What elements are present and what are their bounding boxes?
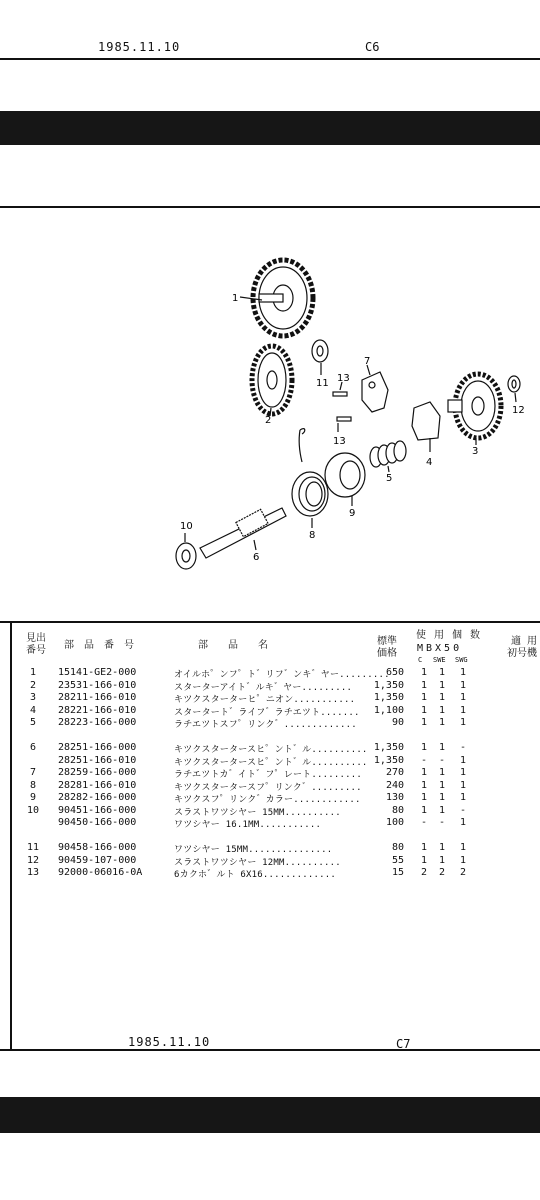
table-row — [0, 842, 540, 855]
col-header-part-name: 部 品 名 — [198, 640, 268, 651]
row-ref-no: 12 — [26, 854, 40, 866]
row-qty-swg: 1 — [459, 679, 467, 691]
row-qty-swg: 2 — [459, 867, 467, 878]
row-part-number: 90450-166-000 — [58, 817, 137, 828]
row-part-name: スターターアイト゛ルキ゛ヤー......... — [174, 682, 353, 693]
row-qty-swg: 1 — [459, 842, 467, 853]
row-qty-swe: 1 — [438, 717, 446, 728]
callout-label: 13 — [337, 373, 350, 384]
row-ref-no: 4 — [29, 704, 37, 716]
row-part-name: ワツシヤー 15MM............... — [174, 845, 333, 855]
row-qty-swg: 1 — [459, 704, 467, 716]
row-part-number: 28281-166-010 — [58, 779, 137, 791]
row-qty-swe: 1 — [438, 679, 446, 691]
callout-label: 1 — [232, 293, 239, 304]
row-ref-no: 2 — [29, 679, 37, 691]
row-price: 270 — [385, 767, 404, 778]
row-qty-c: 1 — [420, 842, 428, 853]
row-part-number: 28251-166-010 — [58, 754, 137, 766]
row-ref-no: 11 — [26, 842, 40, 853]
row-part-name: キツクスフ゜リンク゛カラー............ — [174, 795, 361, 805]
part-4-ratchet — [412, 402, 440, 440]
row-part-name: ラチエツトカ゛イト゛フ゜レート......... — [174, 770, 362, 780]
table-row — [0, 855, 540, 868]
row-part-number: 28251-166-000 — [58, 742, 137, 753]
row-qty-swg: 1 — [459, 717, 467, 728]
row-qty-c: 2 — [420, 867, 428, 878]
row-price: 80 — [391, 842, 404, 853]
row-qty-c: 1 — [420, 692, 428, 703]
row-part-number: 28282-166-000 — [58, 792, 137, 803]
footer-date: 1985.11.10 — [128, 1035, 211, 1049]
row-ref-no: 5 — [29, 717, 37, 728]
table-row — [0, 817, 540, 830]
row-price: 1,350 — [373, 742, 404, 753]
row-part-number: 28259-166-000 — [58, 767, 137, 778]
row-ref-no: 13 — [26, 867, 40, 878]
row-qty-swe: 1 — [438, 779, 446, 791]
callout-label: 13 — [333, 436, 346, 447]
row-part-number: 90458-166-000 — [58, 842, 137, 853]
part-2-gear — [252, 346, 292, 414]
row-qty-swe: 1 — [438, 667, 446, 678]
row-qty-c: 1 — [420, 804, 428, 816]
part-5-ratchet-spring — [370, 441, 406, 467]
row-part-number: 28223-166-000 — [58, 717, 137, 728]
row-part-name: ラチエツトスフ゜リンク゛............. — [174, 720, 357, 730]
row-qty-swg: 1 — [459, 692, 467, 703]
row-qty-swg: 1 — [459, 767, 467, 778]
row-qty-swg: 1 — [459, 854, 467, 866]
row-qty-swe: 1 — [438, 842, 446, 853]
row-qty-swg: 1 — [459, 792, 467, 803]
row-qty-swg: 1 — [459, 779, 467, 791]
row-qty-c: 1 — [420, 704, 428, 716]
table-row — [0, 792, 540, 805]
part-7-ratchet-guide-plate — [362, 372, 388, 412]
table-row — [0, 767, 540, 780]
part-6-kick-starter-spindle — [200, 508, 286, 558]
header-date: 1985.11.10 — [98, 40, 181, 54]
col-header-price: 標準 価格 — [377, 636, 397, 659]
part-1-gear — [253, 260, 313, 336]
row-qty-swg: 1 — [459, 754, 467, 766]
row-qty-c: 1 — [420, 779, 428, 791]
dark-band-bottom — [0, 1097, 540, 1133]
row-part-name: スタータート゛ライフ゛ラチエツト....... — [174, 707, 360, 718]
table-row — [0, 730, 540, 743]
callout-label: 4 — [426, 457, 433, 468]
row-price: 1,350 — [373, 692, 404, 703]
section-rule — [0, 206, 540, 208]
dark-band-top — [0, 111, 540, 145]
row-qty-swe: 1 — [438, 854, 446, 866]
row-part-name: キツクスタータースフ゜リンク゛......... — [174, 782, 362, 793]
part-8-kick-starter-spring — [292, 429, 328, 516]
table-row — [0, 742, 540, 755]
col-header-variant-swg: SWG — [455, 656, 468, 664]
header-page-number: C6 — [365, 40, 380, 54]
callout-label: 12 — [512, 405, 525, 416]
table-row — [0, 717, 540, 730]
callout-label: 11 — [316, 378, 329, 389]
row-qty-swe: - — [438, 817, 446, 828]
table-row — [0, 755, 540, 768]
row-qty-swe: 1 — [438, 742, 446, 753]
row-qty-swg: - — [459, 742, 467, 753]
row-part-name: キツクスターターヒ゜ニオン........... — [174, 695, 356, 705]
callout-label: 6 — [253, 552, 260, 563]
row-part-number: 90459-107-000 — [58, 854, 137, 866]
row-part-name: ワツシヤー 16.1MM........... — [174, 820, 322, 830]
row-qty-swe: 1 — [438, 692, 446, 703]
row-qty-c: 1 — [420, 742, 428, 753]
row-price: 100 — [385, 817, 404, 828]
table-row — [0, 805, 540, 818]
row-ref-no: 7 — [29, 767, 37, 778]
row-part-name: キツクスタータースヒ゜ント゛ル.......... — [174, 745, 368, 755]
callout-label: 10 — [180, 521, 193, 532]
callout-label: 8 — [309, 530, 316, 541]
row-ref-no: 9 — [29, 792, 37, 803]
row-ref-no: 10 — [26, 804, 40, 816]
row-price: 130 — [385, 792, 404, 803]
row-ref-no: 8 — [29, 779, 37, 791]
row-qty-swg: 1 — [459, 667, 467, 678]
row-qty-c: 1 — [420, 679, 428, 691]
row-qty-c: 1 — [420, 767, 428, 778]
row-ref-no: 3 — [29, 692, 37, 703]
callout-label: 3 — [472, 446, 479, 457]
part-13-bolt-lower — [337, 417, 351, 421]
callout-label: 2 — [265, 415, 272, 426]
row-price: 1,350 — [373, 679, 404, 691]
row-qty-c: 1 — [420, 717, 428, 728]
row-part-name: キツクスタータースヒ゜ント゛ル.......... — [174, 757, 368, 768]
row-qty-c: - — [420, 754, 428, 766]
row-part-name: 6カクホ゛ルト 6X16............. — [174, 870, 336, 880]
row-price: 15 — [391, 867, 404, 878]
table-row — [0, 780, 540, 793]
row-qty-c: 1 — [420, 667, 428, 678]
col-header-usage-qty: 使 用 個 数 — [416, 630, 482, 641]
part-9-spring-collar — [325, 453, 365, 497]
col-header-model: MBX50 — [417, 643, 463, 654]
row-qty-c: 1 — [420, 792, 428, 803]
row-ref-no: 1 — [29, 667, 37, 678]
table-row — [0, 667, 540, 680]
row-part-number: 90451-166-000 — [58, 804, 137, 816]
part-13-bolt-upper — [333, 392, 347, 396]
exploded-parts-diagram — [0, 240, 540, 580]
col-header-part-number: 部 品 番 号 — [64, 640, 137, 651]
col-header-ref-no: 見出 番号 — [26, 633, 46, 656]
row-qty-swe: 1 — [438, 804, 446, 816]
row-qty-swe: - — [438, 754, 446, 766]
table-row — [0, 705, 540, 718]
row-price: 55 — [391, 854, 404, 866]
table-row — [0, 680, 540, 693]
row-part-number: 23531-166-010 — [58, 679, 137, 691]
row-part-number: 28221-166-010 — [58, 704, 137, 716]
table-row — [0, 867, 540, 880]
callout-label: 7 — [364, 356, 371, 367]
row-qty-c: 1 — [420, 854, 428, 866]
table-row — [0, 692, 540, 705]
part-3-pinion — [448, 374, 501, 438]
row-qty-swe: 2 — [438, 867, 446, 878]
row-part-number: 28211-166-010 — [58, 692, 137, 703]
col-header-applicable: 適 用 初号機 — [507, 636, 537, 659]
row-price: 1,100 — [373, 704, 404, 716]
row-price: 1,350 — [373, 754, 404, 766]
row-part-number: 15141-GE2-000 — [58, 667, 137, 678]
row-price: 90 — [391, 717, 404, 728]
row-part-name: スラストワツシヤー 15MM.......... — [174, 807, 341, 818]
row-part-number: 92000-06016-0A — [58, 867, 143, 878]
row-price: 650 — [385, 667, 404, 678]
row-qty-swg: - — [459, 804, 467, 816]
row-price: 80 — [391, 804, 404, 816]
table-row — [0, 830, 540, 843]
row-qty-swe: 1 — [438, 704, 446, 716]
col-header-variant-c: C — [418, 656, 423, 664]
callout-label: 5 — [386, 473, 393, 484]
row-price: 240 — [385, 779, 404, 791]
row-qty-swg: 1 — [459, 817, 467, 828]
row-part-name: オイルホ゜ンフ゜ト゛リフ゛ンキ゛ヤー......... — [174, 670, 390, 680]
row-qty-swe: 1 — [438, 767, 446, 778]
row-part-name: スラストワツシヤー 12MM.......... — [174, 857, 341, 868]
callout-label: 9 — [349, 508, 356, 519]
row-ref-no: 6 — [29, 742, 37, 753]
footer-page-number: C7 — [396, 1037, 411, 1051]
header-rule — [0, 58, 540, 60]
row-qty-c: - — [420, 817, 428, 828]
col-header-variant-swe: SWE — [433, 656, 446, 664]
row-qty-swe: 1 — [438, 792, 446, 803]
